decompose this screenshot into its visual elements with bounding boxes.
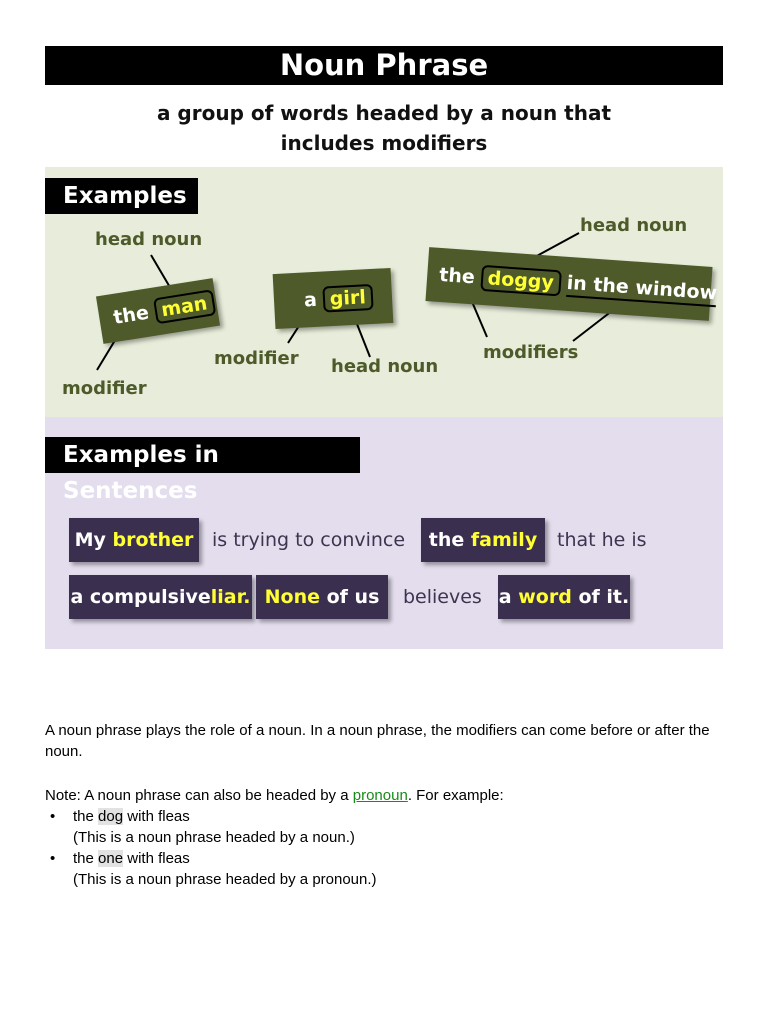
item-head-word: one bbox=[98, 850, 124, 867]
phrase-plain: the bbox=[428, 529, 465, 551]
sentences-label: Examples in Sentences bbox=[45, 437, 360, 473]
item-note: (This is a noun phrase headed by a pronoun.) bbox=[73, 871, 377, 888]
bullet-icon: • bbox=[50, 850, 56, 867]
page-title: Noun Phrase bbox=[45, 46, 723, 85]
pronoun-link[interactable]: pronoun bbox=[352, 787, 408, 804]
ex1-head-label: head noun bbox=[95, 229, 203, 250]
note-line bbox=[45, 785, 735, 806]
bullet-icon: • bbox=[50, 808, 56, 825]
phrase-plain: My bbox=[74, 529, 106, 551]
phrase-head: brother bbox=[112, 529, 194, 551]
phrase-head: word bbox=[518, 586, 572, 608]
phrase-head: liar. bbox=[210, 586, 251, 608]
ex3-modifier-label: modifiers bbox=[483, 342, 579, 363]
list-item bbox=[45, 848, 735, 890]
note-suffix: . For example: bbox=[407, 787, 504, 804]
sentence-text-3: believes bbox=[403, 586, 482, 608]
sentence-phrase-none-of-us bbox=[256, 575, 388, 619]
sentence-phrase-the-family bbox=[421, 518, 545, 562]
item-text-after: with fleas bbox=[127, 850, 190, 867]
list-item bbox=[45, 806, 735, 848]
ex1-modifier-label: modifier bbox=[62, 378, 147, 399]
connector-ex1-head bbox=[151, 255, 171, 289]
note-prefix: Note: A noun phrase can also be headed by a bbox=[45, 787, 349, 804]
item-text-before: the bbox=[73, 808, 94, 825]
phrase-plain: of it. bbox=[578, 586, 630, 608]
sentence-phrase-compulsive-liar bbox=[69, 575, 252, 619]
sentence-phrase-a-word bbox=[498, 575, 630, 619]
definition-line-2: includes modifiers bbox=[280, 131, 488, 155]
sentences-panel bbox=[45, 417, 723, 649]
examples-panel bbox=[45, 167, 723, 417]
item-text-after: with fleas bbox=[127, 808, 190, 825]
sentence-phrase-my-brother bbox=[69, 518, 199, 562]
definition-line-1: a group of words headed by a noun that bbox=[156, 101, 612, 125]
paragraph-intro: A noun phrase plays the role of a noun. In a noun phrase, the modifiers can come before or after the noun. bbox=[45, 722, 710, 760]
examples-label: Examples bbox=[45, 178, 198, 214]
ex2-modifier: a bbox=[303, 288, 318, 312]
ex3-modifier-2: in the window bbox=[566, 271, 718, 306]
ex1-head-noun: man bbox=[153, 289, 216, 324]
item-text-before: the bbox=[73, 850, 94, 867]
example-list bbox=[45, 806, 735, 890]
ex1-modifier: the bbox=[111, 301, 151, 329]
ex3-head-noun: doggy bbox=[480, 265, 562, 297]
ex2-phrase-box bbox=[273, 268, 394, 329]
phrase-head: None bbox=[264, 586, 320, 608]
sentence-text-1: is trying to convince bbox=[212, 529, 406, 551]
ex3-modifier-1: the bbox=[438, 263, 476, 289]
definition bbox=[45, 98, 723, 158]
phrase-plain: a compulsive bbox=[70, 586, 211, 608]
ex2-head-label: head noun bbox=[331, 356, 439, 377]
phrase-head: family bbox=[470, 529, 538, 551]
ex2-modifier-label: modifier bbox=[214, 348, 299, 369]
ex3-head-label: head noun bbox=[580, 215, 688, 236]
phrase-plain: a bbox=[498, 586, 512, 608]
item-head-word: dog bbox=[98, 808, 124, 825]
item-note: (This is a noun phrase headed by a noun.) bbox=[73, 829, 355, 846]
phrase-plain: of us bbox=[326, 586, 380, 608]
sentence-text-2: that he is bbox=[557, 529, 647, 551]
ex2-head-noun: girl bbox=[322, 283, 373, 312]
note-block bbox=[45, 785, 735, 890]
